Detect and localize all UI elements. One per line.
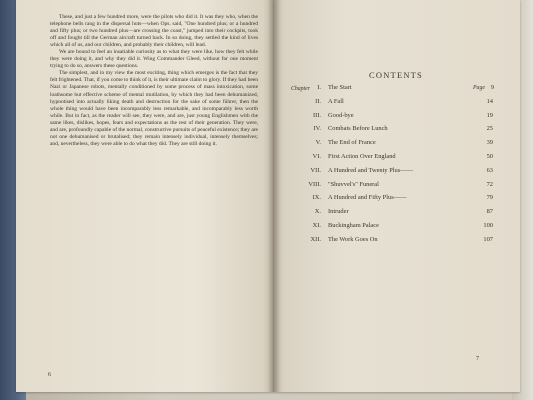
chapter-number: VIII.: [308, 180, 321, 188]
left-page-number: 6: [48, 372, 51, 378]
chapter-page: 50: [486, 152, 493, 160]
chapter-number: V.: [315, 139, 321, 147]
chapter-number: VII.: [310, 166, 321, 174]
chapter-column-label: Chapter: [291, 86, 311, 92]
chapter-title: The Work Goes On: [328, 235, 378, 243]
right-page-number: 7: [476, 356, 479, 362]
contents-entry: [291, 208, 493, 222]
chapter-number: XII.: [310, 235, 321, 243]
contents-entry: [291, 84, 493, 98]
chapter-number: I.: [317, 84, 321, 91]
book-gutter: [268, 0, 280, 392]
contents-entry: [291, 139, 493, 153]
chapter-number: X.: [314, 208, 321, 216]
chapter-title: Intruder: [328, 208, 349, 216]
contents-heading: CONTENTS: [369, 70, 423, 80]
chapter-page: 79: [486, 194, 493, 202]
chapter-number: III.: [313, 111, 321, 119]
chapter-title: A Fall: [328, 97, 344, 105]
chapter-title: Good-bye: [328, 111, 354, 119]
contents-entry: [291, 153, 493, 167]
contents-entry: [291, 222, 493, 236]
chapter-page: 19: [486, 111, 493, 119]
chapter-title: Buckingham Palace: [328, 221, 379, 229]
contents-entry: [291, 236, 493, 250]
chapter-page: 107: [483, 235, 493, 243]
chapter-page: 39: [486, 139, 493, 147]
chapter-title: A Hundred and Fifty Plus——: [328, 194, 407, 202]
chapter-title: Combats Before Lunch: [328, 125, 388, 133]
paragraph: We are bound to feel an insatiable curiosity as to what they were like, how they felt while they were doing it, and why they did it. Wing Commander Gleed, without for one moment trying to do so, answers these questions.: [50, 49, 258, 70]
chapter-page: 25: [486, 125, 493, 133]
contents-entry: [291, 125, 493, 139]
chapter-number: IX.: [312, 194, 321, 202]
chapter-page: 100: [483, 221, 493, 229]
contents-entry: [291, 167, 493, 181]
chapter-number: VI.: [312, 152, 321, 160]
paragraph: The simplest, and in my view the most exciting, thing which emerges is the fact that they felt frightened. That, if you come to think of it, is their ultimate claim to glory. If they had been Nazi or Japanese robots, mentally conditioned by some process of mass intoxication, some loathsome but effective scheme of mental mutilation, by which they had been dehumanized, hypnotised into actually liking death and destruction for the sake of some führer, then the whole thing would have been incomparably less remarkable, and incomparably less worth while. But in fact, as the reader will see, they were, and are, just young Englishmen with the same likes, dislikes, hopes, fears and expectations as the rest of their generation. They were, and are, profoundly capable of the normal, constructive pursuits of peaceful existence; they are not one dehumanised or brutalised; they remain intensely individual, intensely themselves; and, nevertheless, they were able to do what they did. They are still doing it.: [50, 70, 258, 147]
chapter-number: II.: [315, 97, 321, 105]
chapter-title: A Hundred and Twenty Plus——: [328, 166, 413, 174]
contents-entry: [291, 112, 493, 126]
contents-entry: [291, 181, 493, 195]
chapter-page: 87: [486, 208, 493, 216]
page-column-label: Page: [473, 85, 485, 91]
chapter-number: IV.: [313, 125, 321, 133]
paragraph: These, and just a few hundred more, were the pilots who did it. It was they who, when the telephone bells rang in the dispersal huts—when Ops. said, "One hundred plus; or a hundred and fifty plus; or two hundred plus—are crossing the coast," jumped into their cockpits, took off and fought till the German aircraft turned back. In so doing, they settled the kind of lives which all of us, and our children, and probably their children, will lead.: [50, 14, 258, 49]
contents-list: [291, 84, 493, 250]
chapter-number: XI.: [312, 221, 321, 229]
chapter-title: The End of France: [328, 139, 376, 147]
page-number: 9: [490, 84, 495, 91]
chapter-title: "Shuvvel's" Funeral: [328, 180, 379, 188]
contents-entry: [291, 194, 493, 208]
chapter-page: [473, 84, 493, 91]
contents-entry: [291, 98, 493, 112]
chapter-title: The Start: [328, 84, 352, 91]
chapter-title: First Action Over England: [328, 152, 396, 160]
chapter-page: 72: [486, 180, 493, 188]
chapter-page: 63: [486, 166, 493, 174]
chapter-page: 14: [486, 97, 493, 105]
left-page-text: [50, 14, 258, 148]
